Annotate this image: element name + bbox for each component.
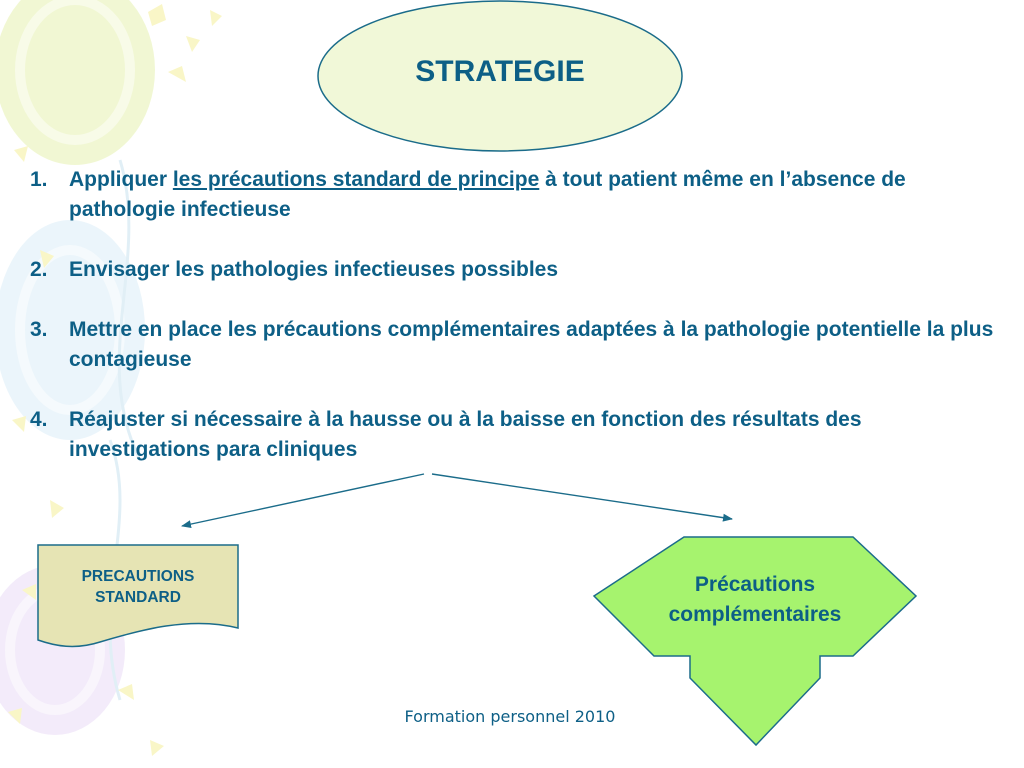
step-1-suffix: à tout patient même en l’absence de pathologie infectieuse bbox=[69, 168, 906, 221]
step-2-text: Envisager les pathologies infectieuses possibles bbox=[69, 258, 559, 281]
step-number: 3. bbox=[30, 318, 48, 341]
step-number: 1. bbox=[30, 168, 48, 191]
strategy-title: STRATEGIE bbox=[415, 55, 585, 88]
standard-precautions-link[interactable]: les précautions standard de principe bbox=[172, 168, 540, 191]
strategy-step-1 bbox=[30, 165, 1005, 225]
step-number: 4. bbox=[30, 408, 48, 431]
strategy-step-3 bbox=[30, 315, 1005, 375]
strategy-steps-list bbox=[30, 165, 1005, 495]
complementary-label-line2: complémentaires bbox=[668, 603, 842, 626]
standard-label-line2: STANDARD bbox=[95, 589, 181, 606]
complementary-label-line1: Précautions bbox=[694, 573, 816, 596]
step-number: 2. bbox=[30, 258, 48, 281]
standard-label-line1: PRECAUTIONS bbox=[81, 568, 195, 585]
standard-precautions-label bbox=[38, 566, 238, 608]
strategy-step-2 bbox=[30, 255, 1005, 285]
step-4-text: Réajuster si nécessaire à la hausse ou à la baisse en fonction des résultats des investigations para cliniques bbox=[69, 408, 862, 461]
step-1-prefix: Appliquer bbox=[69, 168, 173, 191]
strategy-step-4 bbox=[30, 405, 1005, 465]
footer-text: Formation personnel 2010 bbox=[404, 707, 616, 726]
complementary-precautions-label bbox=[600, 570, 910, 630]
step-3-text: Mettre en place les précautions complémentaires adaptées à la pathologie potentielle la plus contagieuse bbox=[69, 318, 994, 371]
